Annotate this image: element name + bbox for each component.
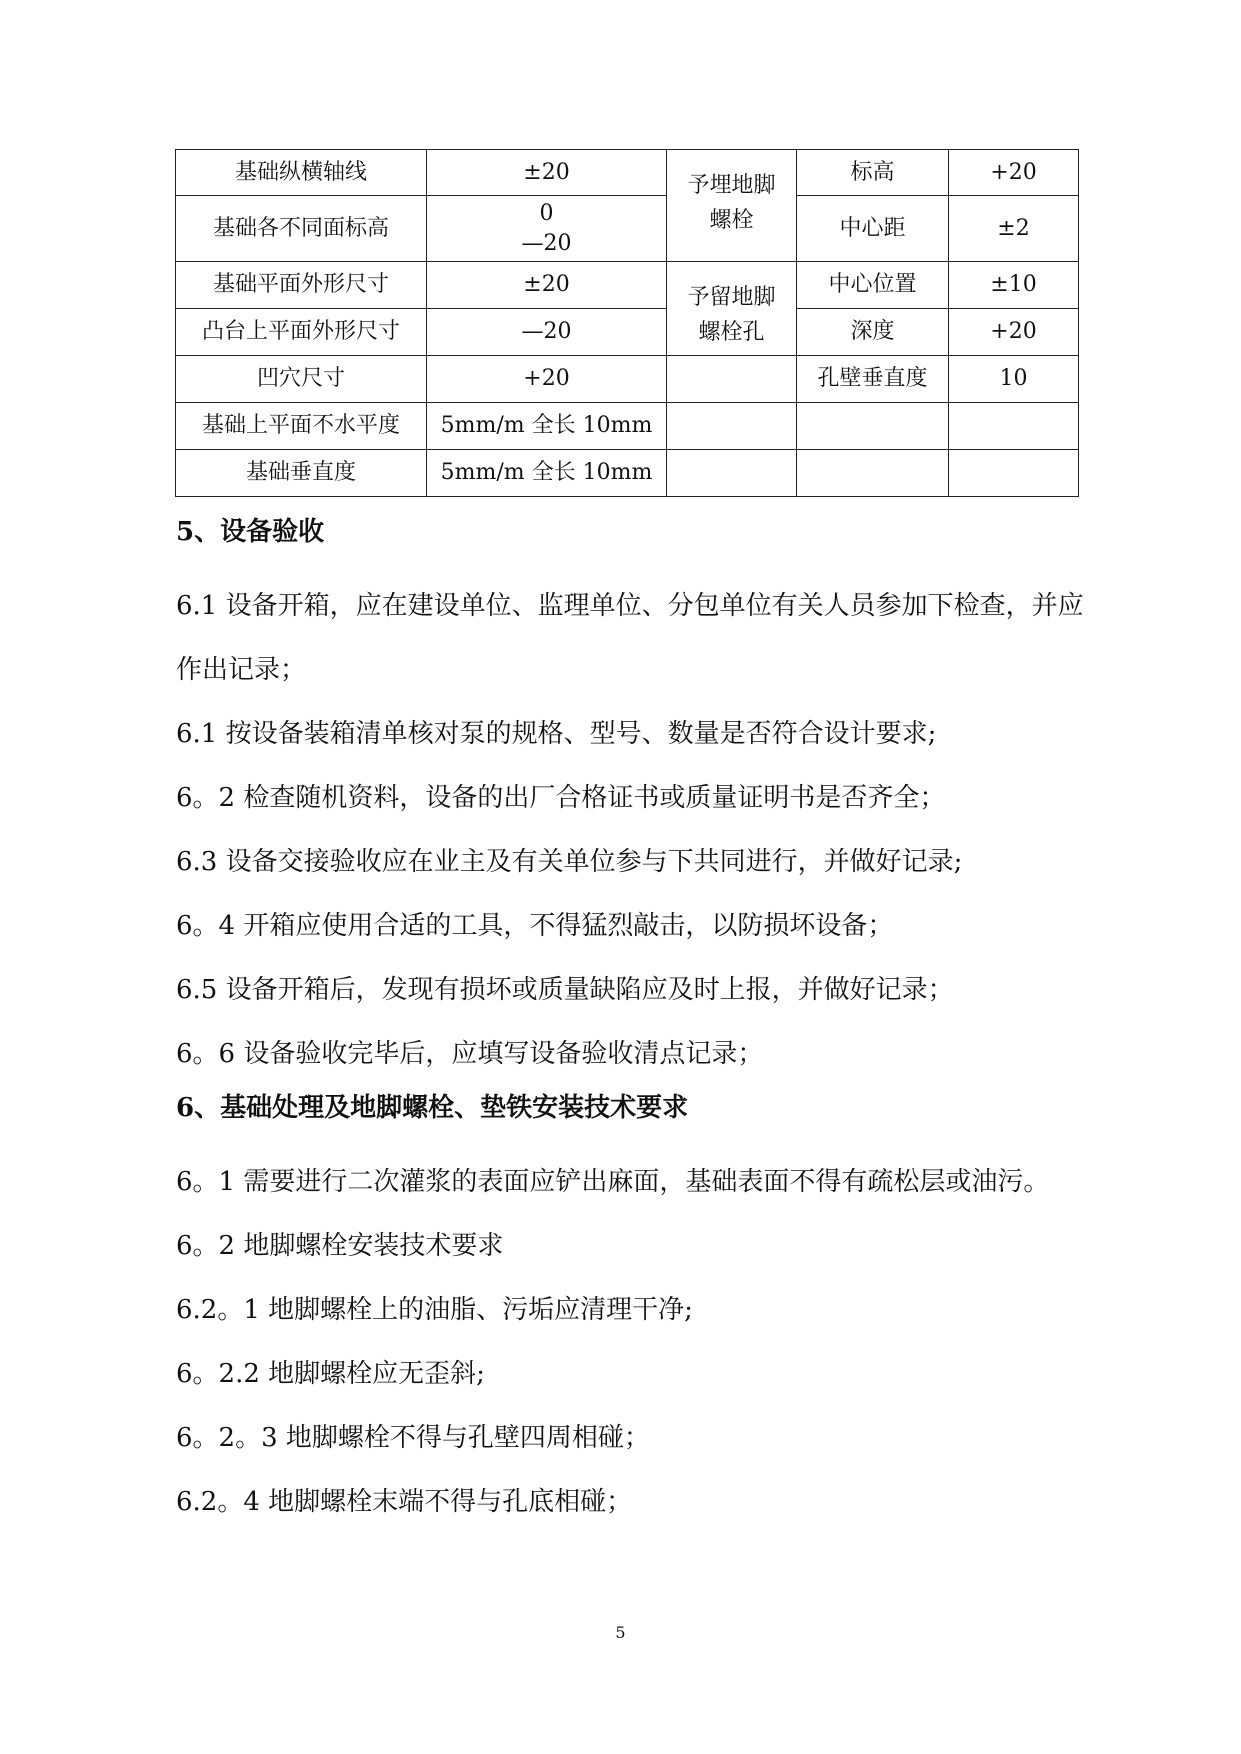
group-label: 予埋地脚螺栓 bbox=[687, 173, 776, 233]
table-cell: 5mm/m 全长 10mm bbox=[427, 403, 667, 450]
table-cell bbox=[949, 403, 1079, 450]
table-cell: 孔壁垂直度 bbox=[797, 356, 949, 403]
table-cell: +20 bbox=[427, 356, 667, 403]
table-cell: ±10 bbox=[949, 262, 1079, 309]
paragraph: 6。1 需要进行二次灌浆的表面应铲出麻面，基础表面不得有疏松层或油污。 bbox=[176, 1167, 1050, 1197]
table-cell: ±20 bbox=[427, 262, 667, 309]
group-cell-anchor-bolt bbox=[667, 150, 797, 262]
section-heading: 6、基础处理及地脚螺栓、垫铁安装技术要求 bbox=[176, 1093, 689, 1123]
table-cell: 基础平面外形尺寸 bbox=[176, 262, 427, 309]
tolerance-table bbox=[175, 149, 1079, 497]
table-row bbox=[176, 403, 1079, 450]
tolerance-upper: 0 bbox=[539, 200, 554, 226]
table-row bbox=[176, 356, 1079, 403]
table-row bbox=[176, 309, 1079, 356]
table-cell bbox=[667, 450, 797, 497]
page-number: 5 bbox=[615, 1623, 626, 1642]
table-cell: 深度 bbox=[797, 309, 949, 356]
table-cell bbox=[797, 403, 949, 450]
table-cell: ±20 bbox=[427, 150, 667, 196]
table-cell: +20 bbox=[949, 150, 1079, 196]
table-row bbox=[176, 450, 1079, 497]
table-cell: +20 bbox=[949, 309, 1079, 356]
table-cell: 基础各不同面标高 bbox=[176, 196, 427, 262]
group-cell-bolt-hole bbox=[667, 262, 797, 356]
section-heading: 5、设备验收 bbox=[176, 517, 325, 547]
paragraph: 6.2。1 地脚螺栓上的油脂、污垢应清理干净; bbox=[176, 1295, 693, 1325]
table-row bbox=[176, 262, 1079, 309]
paragraph: 6。2 地脚螺栓安装技术要求 bbox=[176, 1231, 504, 1261]
paragraph: 6。4 开箱应使用合适的工具，不得猛烈敲击，以防损坏设备； bbox=[176, 911, 894, 941]
paragraph: 6.1 设备开箱，应在建设单位、监理单位、分包单位有关人员参加下检查，并应作出记录； bbox=[176, 591, 1084, 685]
document-body bbox=[176, 510, 1106, 1534]
table-cell bbox=[667, 403, 797, 450]
paragraph: 6。6 设备验收完毕后，应填写设备验收清点记录； bbox=[176, 1039, 764, 1069]
table-cell: —20 bbox=[427, 309, 667, 356]
paragraph: 6.3 设备交接验收应在业主及有关单位参与下共同进行，并做好记录; bbox=[176, 847, 963, 877]
paragraph: 6。2.2 地脚螺栓应无歪斜; bbox=[176, 1359, 485, 1389]
table-cell: 基础上平面不水平度 bbox=[176, 403, 427, 450]
table-cell: 5mm/m 全长 10mm bbox=[427, 450, 667, 497]
table-cell: 中心位置 bbox=[797, 262, 949, 309]
paragraph: 6.1 按设备装箱清单核对泵的规格、型号、数量是否符合设计要求; bbox=[176, 719, 937, 749]
table-row bbox=[176, 196, 1079, 262]
table-cell: 凹穴尺寸 bbox=[176, 356, 427, 403]
paragraph: 6。2。3 地脚螺栓不得与孔壁四周相碰； bbox=[176, 1423, 650, 1453]
table-cell bbox=[427, 196, 667, 262]
table-cell: 标高 bbox=[797, 150, 949, 196]
table-cell: 基础垂直度 bbox=[176, 450, 427, 497]
table-cell bbox=[797, 450, 949, 497]
table-cell: 中心距 bbox=[797, 196, 949, 262]
paragraph: 6.5 设备开箱后，发现有损坏或质量缺陷应及时上报，并做好记录； bbox=[176, 975, 954, 1005]
paragraph: 6.2。4 地脚螺栓末端不得与孔底相碰； bbox=[176, 1487, 633, 1517]
table-cell: 凸台上平面外形尺寸 bbox=[176, 309, 427, 356]
table-cell bbox=[949, 450, 1079, 497]
table-cell bbox=[667, 356, 797, 403]
tolerance-lower: —20 bbox=[521, 230, 572, 256]
table-row bbox=[176, 150, 1079, 196]
table-cell: ±2 bbox=[949, 196, 1079, 262]
group-label: 予留地脚螺栓孔 bbox=[687, 285, 776, 345]
table-cell: 10 bbox=[949, 356, 1079, 403]
table-cell: 基础纵横轴线 bbox=[176, 150, 427, 196]
paragraph: 6。2 检查随机资料，设备的出厂合格证书或质量证明书是否齐全； bbox=[176, 783, 946, 813]
